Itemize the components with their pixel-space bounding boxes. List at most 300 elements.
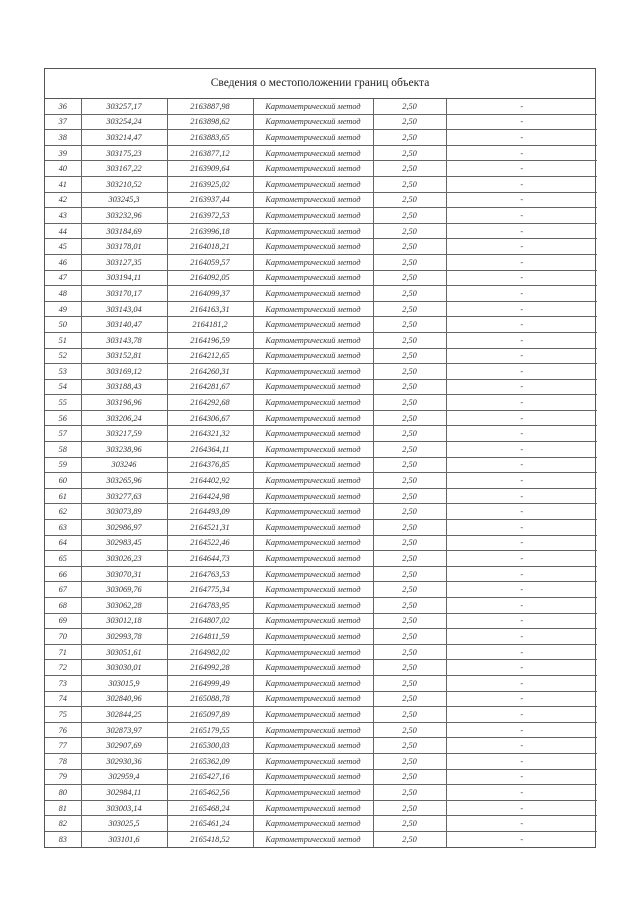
point-number: 74 — [45, 691, 81, 707]
coord-y: 2165088,78 — [167, 691, 253, 707]
coord-x: 303217,59 — [81, 426, 167, 442]
coord-y: 2165179,55 — [167, 722, 253, 738]
dash-cell: - — [446, 286, 597, 302]
method-cell: Картометрический метод — [253, 176, 373, 192]
coord-x: 302907,69 — [81, 738, 167, 754]
precision-cell: 2,50 — [373, 286, 446, 302]
coord-x: 303277,63 — [81, 488, 167, 504]
point-number: 52 — [45, 348, 81, 364]
coord-x: 303143,78 — [81, 332, 167, 348]
method-cell: Картометрический метод — [253, 660, 373, 676]
precision-cell: 2,50 — [373, 114, 446, 130]
method-cell: Картометрический метод — [253, 364, 373, 380]
table-row — [45, 317, 597, 333]
point-number: 46 — [45, 254, 81, 270]
coord-y: 2165097,89 — [167, 707, 253, 723]
point-number: 45 — [45, 239, 81, 255]
coord-x: 303214,47 — [81, 130, 167, 146]
point-number: 65 — [45, 551, 81, 567]
precision-cell: 2,50 — [373, 785, 446, 801]
point-number: 80 — [45, 785, 81, 801]
dash-cell: - — [446, 364, 597, 380]
precision-cell: 2,50 — [373, 442, 446, 458]
coord-y: 2165362,09 — [167, 753, 253, 769]
coord-x: 303030,01 — [81, 660, 167, 676]
dash-cell: - — [446, 379, 597, 395]
coord-y: 2164783,95 — [167, 598, 253, 614]
coord-y: 2164059,57 — [167, 254, 253, 270]
coord-x: 303175,23 — [81, 145, 167, 161]
table-row — [45, 816, 597, 832]
coord-y: 2163883,65 — [167, 130, 253, 146]
dash-cell: - — [446, 114, 597, 130]
point-number: 68 — [45, 598, 81, 614]
precision-cell: 2,50 — [373, 660, 446, 676]
table-row — [45, 410, 597, 426]
method-cell: Картометрический метод — [253, 145, 373, 161]
dash-cell: - — [446, 691, 597, 707]
precision-cell: 2,50 — [373, 753, 446, 769]
precision-cell: 2,50 — [373, 504, 446, 520]
precision-cell: 2,50 — [373, 738, 446, 754]
method-cell: Картометрический метод — [253, 707, 373, 723]
coord-x: 303196,96 — [81, 395, 167, 411]
dash-cell: - — [446, 566, 597, 582]
table-row — [45, 145, 597, 161]
coord-y: 2164181,2 — [167, 317, 253, 333]
point-number: 71 — [45, 644, 81, 660]
precision-cell: 2,50 — [373, 722, 446, 738]
table-row — [45, 364, 597, 380]
precision-cell: 2,50 — [373, 629, 446, 645]
table-row — [45, 707, 597, 723]
precision-cell: 2,50 — [373, 176, 446, 192]
precision-cell: 2,50 — [373, 145, 446, 161]
precision-cell: 2,50 — [373, 379, 446, 395]
method-cell: Картометрический метод — [253, 114, 373, 130]
method-cell: Картометрический метод — [253, 598, 373, 614]
table-row — [45, 332, 597, 348]
coord-x: 303246 — [81, 457, 167, 473]
method-cell: Картометрический метод — [253, 379, 373, 395]
precision-cell: 2,50 — [373, 613, 446, 629]
table-row — [45, 785, 597, 801]
method-cell: Картометрический метод — [253, 442, 373, 458]
coord-y: 2164292,68 — [167, 395, 253, 411]
precision-cell: 2,50 — [373, 831, 446, 846]
method-cell: Картометрический метод — [253, 208, 373, 224]
table-row — [45, 473, 597, 489]
precision-cell: 2,50 — [373, 270, 446, 286]
table-body — [45, 99, 597, 847]
dash-cell: - — [446, 707, 597, 723]
coord-x: 302873,97 — [81, 722, 167, 738]
point-number: 75 — [45, 707, 81, 723]
precision-cell: 2,50 — [373, 598, 446, 614]
method-cell: Картометрический метод — [253, 395, 373, 411]
point-number: 58 — [45, 442, 81, 458]
point-number: 47 — [45, 270, 81, 286]
method-cell: Картометрический метод — [253, 286, 373, 302]
point-number: 82 — [45, 816, 81, 832]
precision-cell: 2,50 — [373, 707, 446, 723]
coordinates-document — [44, 68, 596, 848]
coord-y: 2163972,53 — [167, 208, 253, 224]
method-cell: Картометрический метод — [253, 348, 373, 364]
method-cell: Картометрический метод — [253, 473, 373, 489]
coord-y: 2164281,67 — [167, 379, 253, 395]
method-cell: Картометрический метод — [253, 691, 373, 707]
dash-cell: - — [446, 332, 597, 348]
table-row — [45, 691, 597, 707]
point-number: 59 — [45, 457, 81, 473]
table-row — [45, 130, 597, 146]
precision-cell: 2,50 — [373, 364, 446, 380]
table-row — [45, 379, 597, 395]
dash-cell: - — [446, 208, 597, 224]
coord-x: 303012,18 — [81, 613, 167, 629]
dash-cell: - — [446, 675, 597, 691]
coord-y: 2165468,24 — [167, 800, 253, 816]
dash-cell: - — [446, 457, 597, 473]
precision-cell: 2,50 — [373, 582, 446, 598]
method-cell: Картометрический метод — [253, 488, 373, 504]
precision-cell: 2,50 — [373, 800, 446, 816]
method-cell: Картометрический метод — [253, 192, 373, 208]
precision-cell: 2,50 — [373, 473, 446, 489]
method-cell: Картометрический метод — [253, 566, 373, 582]
coord-x: 302959,4 — [81, 769, 167, 785]
dash-cell: - — [446, 410, 597, 426]
coord-y: 2164807,02 — [167, 613, 253, 629]
method-cell: Картометрический метод — [253, 722, 373, 738]
dash-cell: - — [446, 161, 597, 177]
dash-cell: - — [446, 239, 597, 255]
table-row — [45, 442, 597, 458]
table-row — [45, 582, 597, 598]
coord-x: 303265,96 — [81, 473, 167, 489]
coord-y: 2163887,98 — [167, 99, 253, 114]
table-row — [45, 769, 597, 785]
document-title: Сведения о местоположении границ объекта — [45, 69, 595, 99]
point-number: 73 — [45, 675, 81, 691]
coord-y: 2164212,65 — [167, 348, 253, 364]
precision-cell: 2,50 — [373, 816, 446, 832]
coord-x: 303143,04 — [81, 301, 167, 317]
method-cell: Картометрический метод — [253, 582, 373, 598]
dash-cell: - — [446, 348, 597, 364]
coord-y: 2164018,21 — [167, 239, 253, 255]
point-number: 69 — [45, 613, 81, 629]
dash-cell: - — [446, 488, 597, 504]
coord-x: 303206,24 — [81, 410, 167, 426]
table-row — [45, 644, 597, 660]
dash-cell: - — [446, 613, 597, 629]
precision-cell: 2,50 — [373, 520, 446, 536]
table-row — [45, 348, 597, 364]
coord-x: 303254,24 — [81, 114, 167, 130]
coord-y: 2165461,24 — [167, 816, 253, 832]
dash-cell: - — [446, 644, 597, 660]
method-cell: Картометрический метод — [253, 613, 373, 629]
coord-x: 303073,89 — [81, 504, 167, 520]
point-number: 62 — [45, 504, 81, 520]
dash-cell: - — [446, 442, 597, 458]
point-number: 79 — [45, 769, 81, 785]
precision-cell: 2,50 — [373, 208, 446, 224]
coord-x: 302983,45 — [81, 535, 167, 551]
point-number: 76 — [45, 722, 81, 738]
precision-cell: 2,50 — [373, 317, 446, 333]
coord-x: 303210,52 — [81, 176, 167, 192]
dash-cell: - — [446, 301, 597, 317]
coord-x: 303169,12 — [81, 364, 167, 380]
table-row — [45, 457, 597, 473]
dash-cell: - — [446, 473, 597, 489]
precision-cell: 2,50 — [373, 644, 446, 660]
coord-y: 2164402,92 — [167, 473, 253, 489]
coord-y: 2164364,11 — [167, 442, 253, 458]
table-row — [45, 223, 597, 239]
table-row — [45, 629, 597, 645]
coord-x: 303070,31 — [81, 566, 167, 582]
method-cell: Картометрический метод — [253, 535, 373, 551]
method-cell: Картометрический метод — [253, 99, 373, 114]
coord-x: 302840,96 — [81, 691, 167, 707]
point-number: 44 — [45, 223, 81, 239]
precision-cell: 2,50 — [373, 551, 446, 567]
point-number: 38 — [45, 130, 81, 146]
point-number: 64 — [45, 535, 81, 551]
table-row — [45, 254, 597, 270]
table-row — [45, 520, 597, 536]
method-cell: Картометрический метод — [253, 301, 373, 317]
point-number: 67 — [45, 582, 81, 598]
point-number: 41 — [45, 176, 81, 192]
point-number: 56 — [45, 410, 81, 426]
method-cell: Картометрический метод — [253, 223, 373, 239]
dash-cell: - — [446, 99, 597, 114]
table-row — [45, 535, 597, 551]
method-cell: Картометрический метод — [253, 785, 373, 801]
table-row — [45, 660, 597, 676]
dash-cell: - — [446, 535, 597, 551]
table-row — [45, 598, 597, 614]
dash-cell: - — [446, 582, 597, 598]
coord-x: 303025,5 — [81, 816, 167, 832]
coord-y: 2164493,09 — [167, 504, 253, 520]
point-number: 39 — [45, 145, 81, 161]
coord-y: 2164163,31 — [167, 301, 253, 317]
dash-cell: - — [446, 738, 597, 754]
coord-y: 2165300,03 — [167, 738, 253, 754]
point-number: 55 — [45, 395, 81, 411]
coord-y: 2164999,49 — [167, 675, 253, 691]
precision-cell: 2,50 — [373, 691, 446, 707]
coord-y: 2165427,16 — [167, 769, 253, 785]
dash-cell: - — [446, 800, 597, 816]
point-number: 60 — [45, 473, 81, 489]
point-number: 78 — [45, 753, 81, 769]
precision-cell: 2,50 — [373, 535, 446, 551]
coord-x: 303003,14 — [81, 800, 167, 816]
coord-x: 303101,6 — [81, 831, 167, 846]
precision-cell: 2,50 — [373, 254, 446, 270]
coord-y: 2164992,28 — [167, 660, 253, 676]
dash-cell: - — [446, 395, 597, 411]
precision-cell: 2,50 — [373, 99, 446, 114]
dash-cell: - — [446, 831, 597, 846]
point-number: 36 — [45, 99, 81, 114]
method-cell: Картометрический метод — [253, 254, 373, 270]
method-cell: Картометрический метод — [253, 504, 373, 520]
coord-x: 303026,23 — [81, 551, 167, 567]
coord-x: 303184,69 — [81, 223, 167, 239]
method-cell: Картометрический метод — [253, 831, 373, 846]
coord-y: 2164775,34 — [167, 582, 253, 598]
point-number: 57 — [45, 426, 81, 442]
coord-x: 303167,22 — [81, 161, 167, 177]
coord-x: 303232,96 — [81, 208, 167, 224]
precision-cell: 2,50 — [373, 395, 446, 411]
dash-cell: - — [446, 816, 597, 832]
method-cell: Картометрический метод — [253, 426, 373, 442]
precision-cell: 2,50 — [373, 301, 446, 317]
method-cell: Картометрический метод — [253, 753, 373, 769]
coord-x: 302986,97 — [81, 520, 167, 536]
point-number: 43 — [45, 208, 81, 224]
precision-cell: 2,50 — [373, 566, 446, 582]
coord-x: 303127,35 — [81, 254, 167, 270]
method-cell: Картометрический метод — [253, 332, 373, 348]
coord-y: 2163937,44 — [167, 192, 253, 208]
precision-cell: 2,50 — [373, 675, 446, 691]
method-cell: Картометрический метод — [253, 644, 373, 660]
table-row — [45, 504, 597, 520]
method-cell: Картометрический метод — [253, 270, 373, 286]
point-number: 61 — [45, 488, 81, 504]
table-row — [45, 722, 597, 738]
dash-cell: - — [446, 660, 597, 676]
precision-cell: 2,50 — [373, 130, 446, 146]
table-row — [45, 176, 597, 192]
coord-x: 303170,17 — [81, 286, 167, 302]
point-number: 81 — [45, 800, 81, 816]
dash-cell: - — [446, 504, 597, 520]
table-row — [45, 270, 597, 286]
table-row — [45, 675, 597, 691]
table-row — [45, 161, 597, 177]
method-cell: Картометрический метод — [253, 161, 373, 177]
dash-cell: - — [446, 520, 597, 536]
point-number: 54 — [45, 379, 81, 395]
coord-y: 2164260,31 — [167, 364, 253, 380]
dash-cell: - — [446, 254, 597, 270]
dash-cell: - — [446, 598, 597, 614]
dash-cell: - — [446, 426, 597, 442]
coord-y: 2165418,52 — [167, 831, 253, 846]
method-cell: Картометрический метод — [253, 816, 373, 832]
coord-y: 2163996,18 — [167, 223, 253, 239]
coord-x: 302993,78 — [81, 629, 167, 645]
method-cell: Картометрический метод — [253, 130, 373, 146]
method-cell: Картометрический метод — [253, 800, 373, 816]
point-number: 83 — [45, 831, 81, 846]
precision-cell: 2,50 — [373, 332, 446, 348]
method-cell: Картометрический метод — [253, 410, 373, 426]
table-row — [45, 99, 597, 114]
dash-cell: - — [446, 769, 597, 785]
table-row — [45, 114, 597, 130]
dash-cell: - — [446, 130, 597, 146]
point-number: 63 — [45, 520, 81, 536]
precision-cell: 2,50 — [373, 410, 446, 426]
precision-cell: 2,50 — [373, 161, 446, 177]
precision-cell: 2,50 — [373, 192, 446, 208]
coord-y: 2163898,62 — [167, 114, 253, 130]
point-number: 37 — [45, 114, 81, 130]
point-number: 70 — [45, 629, 81, 645]
precision-cell: 2,50 — [373, 457, 446, 473]
point-number: 66 — [45, 566, 81, 582]
table-row — [45, 551, 597, 567]
coord-y: 2164196,59 — [167, 332, 253, 348]
table-row — [45, 239, 597, 255]
precision-cell: 2,50 — [373, 769, 446, 785]
dash-cell: - — [446, 223, 597, 239]
method-cell: Картометрический метод — [253, 239, 373, 255]
table-row — [45, 286, 597, 302]
point-number: 42 — [45, 192, 81, 208]
dash-cell: - — [446, 192, 597, 208]
dash-cell: - — [446, 317, 597, 333]
precision-cell: 2,50 — [373, 426, 446, 442]
table-row — [45, 566, 597, 582]
point-number: 77 — [45, 738, 81, 754]
coord-y: 2164644,73 — [167, 551, 253, 567]
method-cell: Картометрический метод — [253, 457, 373, 473]
coord-x: 303238,96 — [81, 442, 167, 458]
method-cell: Картометрический метод — [253, 738, 373, 754]
coord-x: 302984,11 — [81, 785, 167, 801]
dash-cell: - — [446, 629, 597, 645]
point-number: 48 — [45, 286, 81, 302]
dash-cell: - — [446, 785, 597, 801]
point-number: 51 — [45, 332, 81, 348]
coord-y: 2164424,98 — [167, 488, 253, 504]
table-row — [45, 301, 597, 317]
coord-y: 2164321,32 — [167, 426, 253, 442]
dash-cell: - — [446, 722, 597, 738]
table-row — [45, 192, 597, 208]
coord-x: 303140,47 — [81, 317, 167, 333]
dash-cell: - — [446, 145, 597, 161]
table-row — [45, 753, 597, 769]
precision-cell: 2,50 — [373, 488, 446, 504]
coord-x: 303152,81 — [81, 348, 167, 364]
method-cell: Картометрический метод — [253, 317, 373, 333]
coord-y: 2164982,02 — [167, 644, 253, 660]
coord-x: 303257,17 — [81, 99, 167, 114]
coord-y: 2165462,56 — [167, 785, 253, 801]
coord-x: 302930,36 — [81, 753, 167, 769]
coord-y: 2164099,37 — [167, 286, 253, 302]
table-row — [45, 208, 597, 224]
method-cell: Картометрический метод — [253, 520, 373, 536]
table-row — [45, 426, 597, 442]
precision-cell: 2,50 — [373, 239, 446, 255]
coord-y: 2164521,31 — [167, 520, 253, 536]
